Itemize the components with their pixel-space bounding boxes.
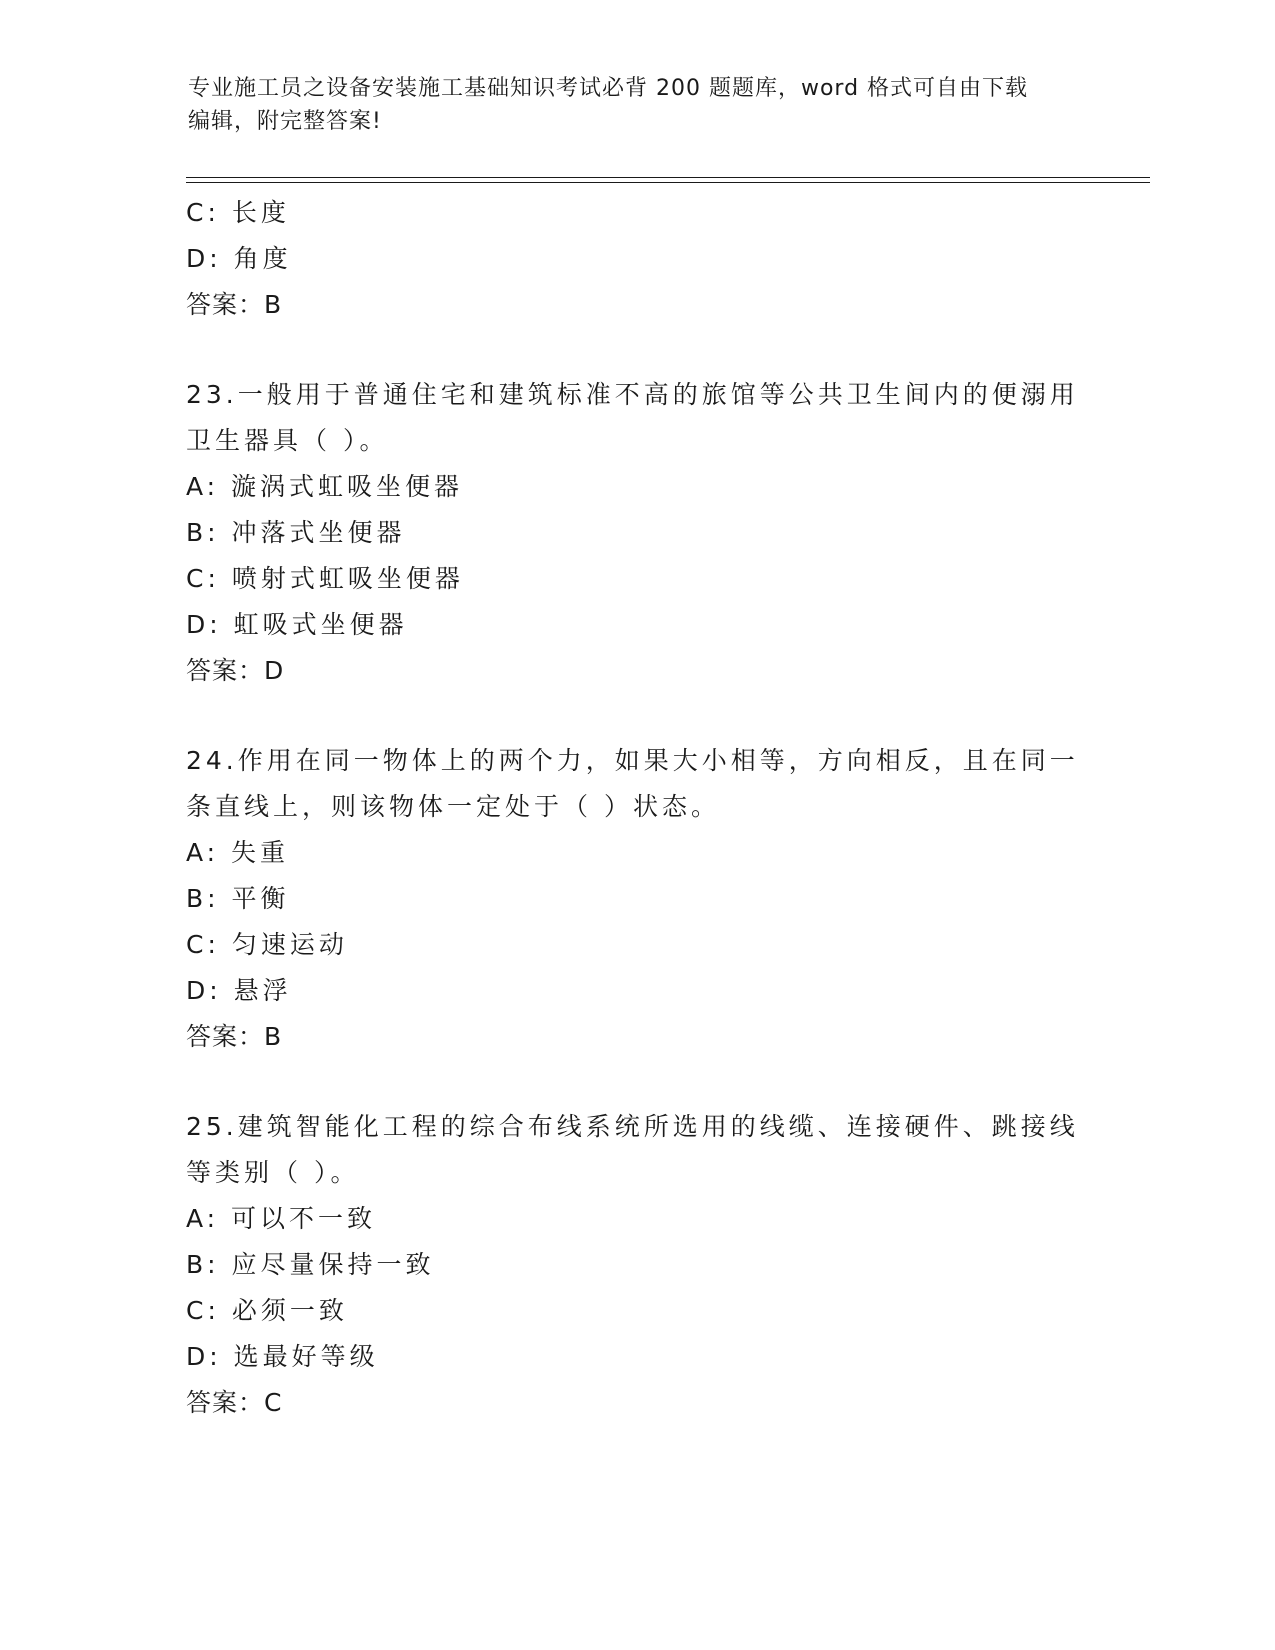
option-a: A: 漩涡式虹吸坐便器	[186, 472, 464, 501]
header-title-line-2: 编辑，附完整答案!	[188, 109, 382, 134]
question-22-tail	[186, 190, 1086, 328]
page-header	[188, 72, 1068, 138]
header-rule-bottom	[186, 182, 1150, 183]
answer-line: 答案：B	[186, 290, 283, 319]
question-text-line-1: 25.建筑智能化工程的综合布线系统所选用的线缆、连接硬件、跳接线	[186, 1112, 1079, 1141]
option-d: D: 选最好等级	[186, 1342, 379, 1371]
option-c: C: 匀速运动	[186, 930, 348, 959]
answer-line: 答案：C	[186, 1388, 283, 1417]
option-a: A: 可以不一致	[186, 1204, 377, 1233]
option-d: D: 虹吸式坐便器	[186, 610, 408, 639]
option-b: B: 冲落式坐便器	[186, 518, 406, 547]
answer-line: 答案：B	[186, 1022, 283, 1051]
option-c: C: 喷射式虹吸坐便器	[186, 564, 464, 593]
question-text-line-1: 24.作用在同一物体上的两个力，如果大小相等，方向相反，且在同一	[186, 746, 1079, 775]
option-c: C: 长度	[186, 198, 290, 227]
question-23	[186, 372, 1086, 694]
question-25	[186, 1104, 1086, 1426]
answer-line: 答案：D	[186, 656, 285, 685]
header-title-line-1: 专业施工员之设备安装施工基础知识考试必背 200 题题库，word 格式可自由下载	[188, 76, 1029, 101]
question-24	[186, 738, 1086, 1060]
question-text-line-2: 条直线上，则该物体一定处于（ ）状态。	[186, 792, 720, 821]
option-d: D: 悬浮	[186, 976, 292, 1005]
question-text-line-1: 23.一般用于普通住宅和建筑标准不高的旅馆等公共卫生间内的便溺用	[186, 380, 1079, 409]
option-c: C: 必须一致	[186, 1296, 348, 1325]
question-text-line-2: 等类别（ ）。	[186, 1158, 360, 1187]
header-rule-top	[186, 177, 1150, 178]
question-content	[186, 190, 1086, 1426]
option-b: B: 平衡	[186, 884, 290, 913]
option-d: D: 角度	[186, 244, 292, 273]
question-text-line-2: 卫生器具（ ）。	[186, 426, 389, 455]
option-a: A: 失重	[186, 838, 290, 867]
option-b: B: 应尽量保持一致	[186, 1250, 435, 1279]
